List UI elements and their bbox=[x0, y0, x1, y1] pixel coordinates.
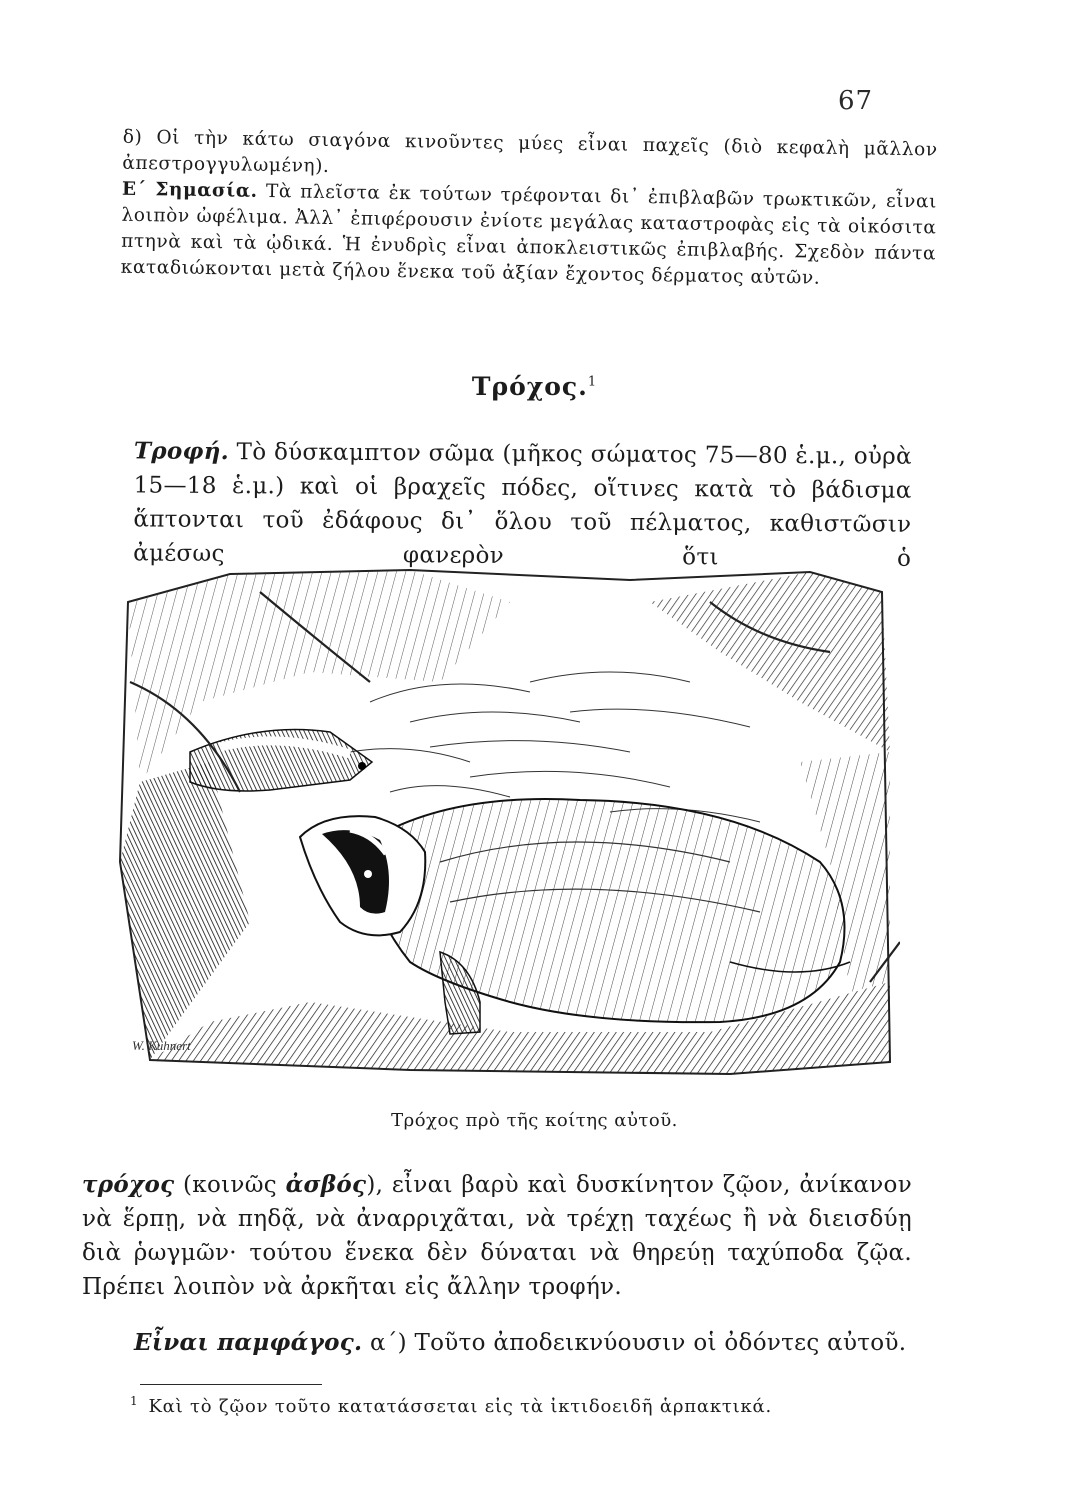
subsection-e-text: Τὰ πλεῖστα ἐκ τούτων τρέφονται δι᾽ ἐπιβλαβῶν τρωκτικῶν, εἶναι λοιπὸν ὠφέλιμα. Ἀλλ᾽ ἐπιφέρουσιν ἐνίοτε μεγάλας καταστροφὰς εἰς τὰ οἰκόσιτα πτηνὰ καὶ τὰ ᾠδικά. Ἡ ἐνυδρὶς εἶναι ἀποκλειστικῶς ἐπιβλαβής. Σχεδὸν πάντα καταδιώκονται μετὰ ζήλου ἕνεκα τοῦ ἀξίαν ἔχοντος δέρματος αὐτῶν. bbox=[120, 180, 938, 289]
footnote-reference: 1 bbox=[587, 374, 598, 390]
page-number: 67 bbox=[838, 86, 874, 116]
subsection-e-paragraph bbox=[76, 176, 938, 293]
pamfagos-text: α΄) Τοῦτο ἀποδεικνύουσιν οἱ ὀδόντες αὐτοῦ. bbox=[370, 1330, 907, 1356]
figure-caption: Τρόχος πρὸ τῆς κοίτης αὐτοῦ. bbox=[391, 1110, 678, 1131]
section-title: Τρόχος. bbox=[471, 372, 588, 401]
pamfagos-label: Εἶναι παμφάγος. bbox=[134, 1329, 363, 1356]
continuation-text: ), εἶναι βαρὺ καὶ δυσκίνητον ζῷον, ἀνίκανον νὰ ἕρπῃ, νὰ πηδᾷ, νὰ ἀναρριχᾶται, νὰ τρέχῃ ταχέως ἢ νὰ διεισδύῃ διὰ ῥωγμῶν· τούτου ἕνεκα δὲν δύναται νὰ θηρεύῃ ταχύποδα ζῷα. Πρέπει λοιπὸν νὰ ἀρκῆται εἰς ἄλλην τροφήν. bbox=[82, 1172, 912, 1300]
pamfagos-paragraph bbox=[82, 1326, 912, 1360]
footnote-divider bbox=[140, 1384, 322, 1385]
trofi-label: Τροφή. bbox=[133, 437, 230, 466]
footnote-marker: 1 bbox=[130, 1394, 139, 1408]
engraver-signature: W. Kuhnert bbox=[132, 1038, 191, 1053]
footnote bbox=[130, 1394, 930, 1417]
subsections-d-e bbox=[76, 124, 938, 293]
subsection-d-paragraph: δ) Οἱ τὴν κάτω σιαγόνα κινοῦντες μύες εἶναι παχεῖς (διὸ κεφαλὴ μᾶλλον ἀπεστρογγυλωμένη). bbox=[122, 126, 938, 177]
section-heading bbox=[0, 372, 1069, 401]
continuation-paragraph bbox=[82, 1168, 912, 1304]
badger-term: τρόχος bbox=[82, 1171, 175, 1198]
trofi-paragraph bbox=[81, 434, 912, 576]
common-name: ἀσβός bbox=[285, 1171, 367, 1198]
trofi-text: Τὸ δύσκαμπτον σῶμα (μῆκος σώματος 75—80 ἑ.μ., οὐρὰ 15—18 ἑ.μ.) καὶ οἱ βραχεῖς πόδες, οἵτινες κατὰ τὸ βάδισμα ἅπτονται τοῦ ἐδάφους δι᾽ ὅλου τοῦ πέλματος, καθιστῶσιν ἀμέσως φανερὸν ὅτι ὁ bbox=[133, 439, 912, 572]
subsection-e-label: Ε΄ Σημασία. bbox=[121, 178, 258, 202]
paren-open: (κοινῶς bbox=[183, 1172, 286, 1198]
footnote-text: Καὶ τὸ ζῷον τοῦτο κατατάσσεται εἰς τὰ ἰκτιδοειδῆ ἁρπακτικά. bbox=[148, 1396, 773, 1417]
badger-illustration bbox=[110, 562, 900, 1084]
